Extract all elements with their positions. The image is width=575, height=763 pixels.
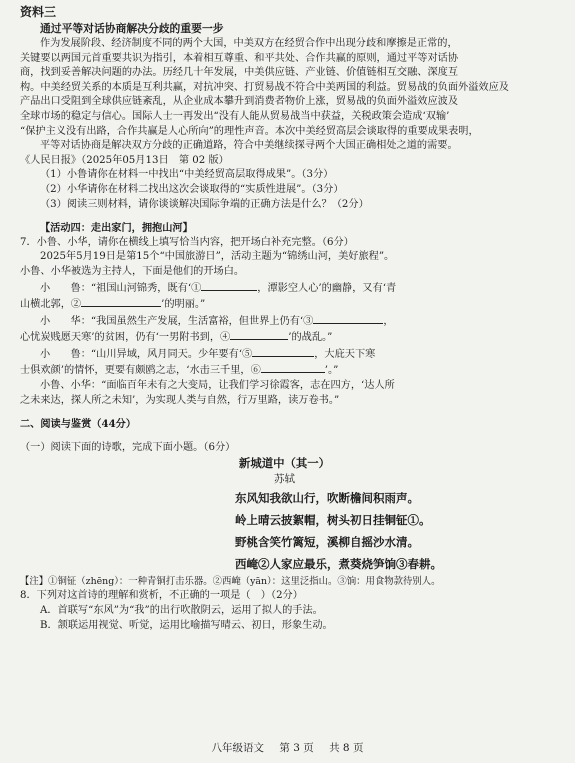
material-line: 全球市场的稳定与信心。国际人士一再发出“没有人能从贸易战当中获益，关税政策会造成‘双输’: [20, 110, 450, 122]
footer-page: 第 3 页: [279, 742, 314, 754]
material-line: 构。中美经贸关系的本质是互利共赢，对抗冲突、打贸易战不符合中美两国的利益。贸易战的负面外溢效应及: [20, 81, 509, 93]
answer-blank-5[interactable]: [252, 346, 314, 357]
poem-note: 【注】①铜钲（zhēng）：一种青铜打击乐器。②西崦（yān）：这里泛指山。③饷：用食物款待别人。: [20, 576, 441, 588]
host-line-lu-2-cont: 士俱欢颜’的情怀，更要有颇鸥之志，‘水击三千里，⑥ ’。”: [20, 362, 549, 379]
question-3: （3）阅读三则材料，请你谈谈解决国际争端的正确方法是什么？（2分）: [40, 198, 369, 210]
activity-intro: 2025年5月19日是第15个“中国旅游日”，活动主题为“锦绣山河，美好旅程”。: [40, 251, 395, 263]
host-line-lu-2: 小 鲁：“山川异域，风月同天。少年要有‘⑤ ，大庇天下寒: [20, 346, 549, 363]
material-source: 《人民日报》（2025年05月13日 第 02 版）: [20, 154, 229, 166]
poem-line: 西崦②人家应最乐，煮葵烧笋饷③春耕。: [235, 557, 442, 572]
poem-line: 野桃含笑竹篱短，溪柳自摇沙水清。: [235, 535, 419, 550]
material-line: “保护主义没有出路，合作共赢是人心所向”的理性声音。本次中美经贸高层会谈取得的重要成果表明，: [20, 125, 479, 137]
poem-title: 新城道中（其一）: [238, 456, 331, 471]
material-line: 作为发展阶段、经济制度不同的两个大国，中美双方在经贸合作中出现分歧和摩擦是正常的，: [40, 38, 458, 49]
material-line: 关键要以两国元首重要共识为指引，本着相互尊重、和平共处、合作共赢的原则，通过平等对话协: [20, 52, 459, 64]
option-b[interactable]: B．颔联运用视觉、听觉，运用比喻描写晴云、初日，形象生动。: [40, 619, 333, 631]
section-title: 二、阅读与鉴赏（44分）: [20, 418, 137, 431]
poem-line: 岭上晴云披絮帽，树头初日挂铜钲①。: [235, 513, 431, 528]
answer-blank-3[interactable]: [313, 313, 383, 324]
host-line-lu-1: 小 鲁：“祖国山河锦秀，既有‘① ，潭影空人心’的幽静，又有‘青: [20, 280, 549, 297]
activity-title: 【活动四：走出家门，拥抱山河】: [40, 222, 193, 235]
host-line-lu-1-cont: 山横北郭，② ’的明丽。”: [20, 296, 549, 313]
host-line-hua-1-cont: 心忧炭贱愿天寒’的贫困，仍有‘一男附书到，④ ’的战乱。”: [20, 329, 549, 346]
question-1: （1）小鲁请你在材料一中找出“中美经贸高层取得成果”。（3分）: [40, 169, 334, 181]
activity-intro: 小鲁、小华被选为主持人，下面是他们的开场白。: [20, 265, 245, 277]
footer-subject: 八年级语文: [211, 742, 265, 754]
material-label: 资料三: [20, 5, 57, 19]
page-footer: [0, 740, 575, 755]
material-line: 商，找到妥善解决问题的办法。历经几十年发展，中美供应链、产业链、价值链相互交融、深度互: [20, 67, 459, 79]
poem-line: 东风知我欲山行，吹断檐间积雨声。: [235, 491, 419, 506]
poem-author: 苏轼: [274, 473, 295, 486]
question-2: （2）小华请你在材料二找出这次会谈取得的“实质性进展”。（3分）: [40, 183, 344, 195]
material-title: 通过平等对话协商解决分歧的重要一步: [40, 22, 224, 35]
answer-blank-4[interactable]: [230, 329, 288, 340]
host-line-hua-1: 小 华：“我国虽然生产发展，生活富裕，但世界上仍有‘③ ，: [20, 313, 549, 330]
option-a[interactable]: A．首联写“东风”为“我”的出行吹散阴云，运用了拟人的手法。: [40, 605, 323, 617]
material-line: 平等对话协商是解决双方分歧的正确道路，符合中美继续探寻两个大国正确相处之道的需要。: [40, 140, 458, 152]
material-line: 产品出口受阻到全球供应链紊乱，从企业成本攀升到消费者物价上涨，贸易战的负面外溢效应波及: [20, 96, 459, 108]
answer-blank-2[interactable]: [81, 296, 161, 307]
host-line-both-cont: 之未来达，探人所之未知’，为实现人类与自然，行万里路，读万卷书。”: [20, 394, 340, 406]
answer-blank-6[interactable]: [261, 362, 325, 373]
answer-blank-1[interactable]: [201, 280, 257, 291]
footer-total: 共 8 页: [329, 742, 364, 754]
section-subtitle: （一）阅读下面的诗歌，完成下面小题。（6分）: [20, 441, 236, 453]
question-8: 8．下列对这首诗的理解和赏析，不正确的一项是（ ）（2分）: [20, 590, 303, 602]
host-line-both: 小鲁、小华：“面临百年未有之大变局，让我们学习徐霞客，志在四方，‘达人所: [40, 380, 395, 392]
question-7: 7．小鲁、小华，请你在横线上填写恰当内容，把开场白补充完整。（6分）: [20, 236, 354, 248]
